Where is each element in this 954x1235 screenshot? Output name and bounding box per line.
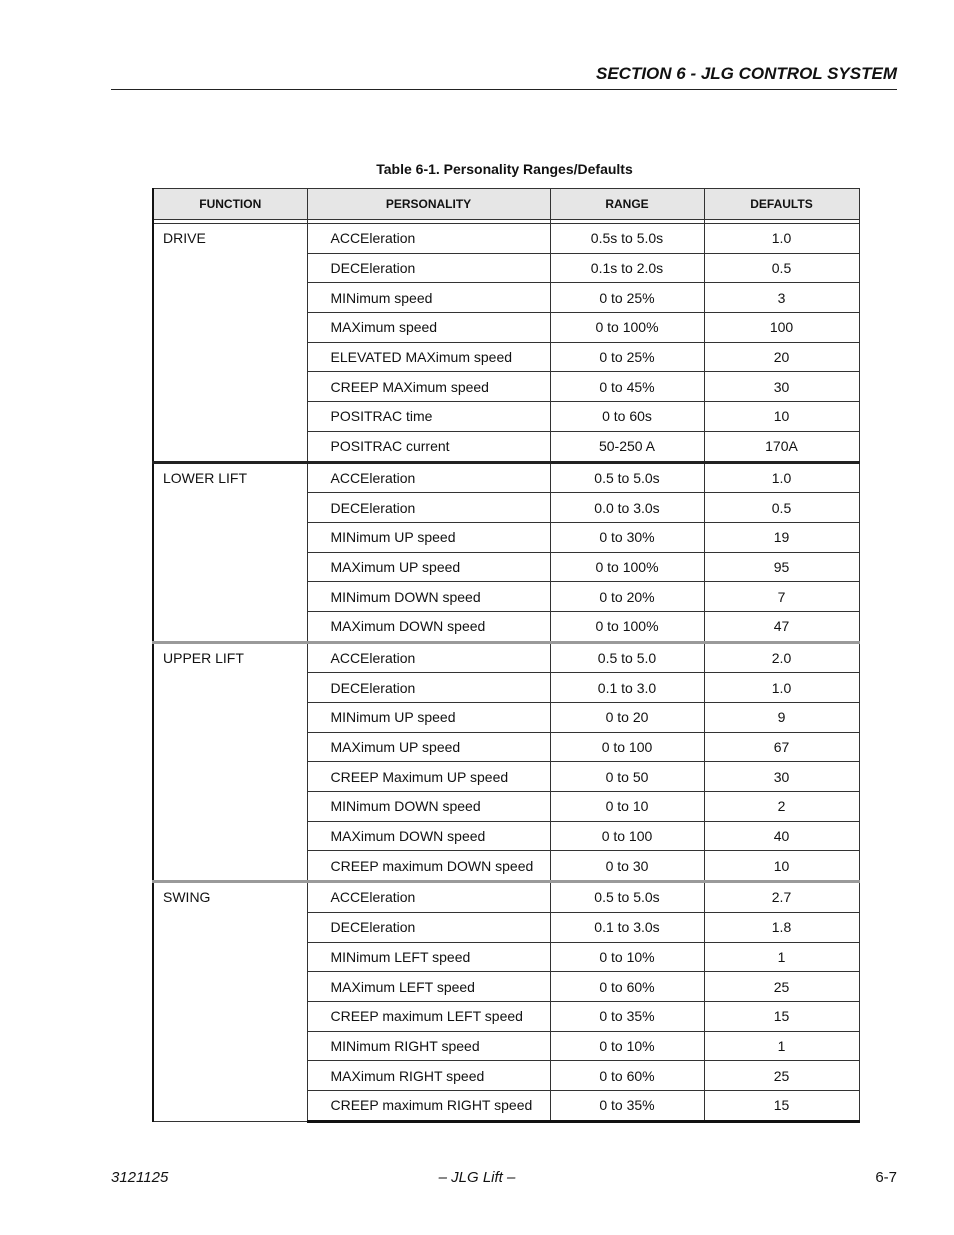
range-cell: 0 to 100 xyxy=(550,732,704,762)
range-cell: 0.5 to 5.0s xyxy=(550,882,704,913)
default-cell: 100 xyxy=(704,313,859,343)
personality-cell: MINimum LEFT speed xyxy=(307,942,550,972)
personality-cell: MINimum DOWN speed xyxy=(307,792,550,822)
personality-cell: MINimum DOWN speed xyxy=(307,582,550,612)
default-cell: 1 xyxy=(704,942,859,972)
personality-cell: MAXimum DOWN speed xyxy=(307,611,550,642)
default-cell: 67 xyxy=(704,732,859,762)
personality-cell: MAXimum RIGHT speed xyxy=(307,1061,550,1091)
default-cell: 47 xyxy=(704,611,859,642)
personality-cell: DECEleration xyxy=(307,912,550,942)
range-cell: 0.1s to 2.0s xyxy=(550,253,704,283)
default-cell: 2.0 xyxy=(704,642,859,673)
range-cell: 0 to 50 xyxy=(550,762,704,792)
section-title: SECTION 6 - JLG CONTROL SYSTEM xyxy=(596,64,897,83)
table-row xyxy=(153,462,859,493)
range-cell: 0 to 60% xyxy=(550,1061,704,1091)
personality-cell: DECEleration xyxy=(307,253,550,283)
default-cell: 9 xyxy=(704,703,859,733)
footer-title: – JLG Lift – xyxy=(438,1169,516,1186)
personality-cell: MINimum speed xyxy=(307,283,550,313)
table-row xyxy=(153,642,859,673)
default-cell: 2.7 xyxy=(704,882,859,913)
range-cell: 0.5 to 5.0s xyxy=(550,462,704,493)
default-cell: 10 xyxy=(704,851,859,882)
range-cell: 0 to 30 xyxy=(550,851,704,882)
table-caption: Table 6-1. Personality Ranges/Defaults xyxy=(376,161,633,177)
range-cell: 0 to 60% xyxy=(550,972,704,1002)
default-cell: 30 xyxy=(704,762,859,792)
range-cell: 0.1 to 3.0s xyxy=(550,912,704,942)
personality-cell: ACCEleration xyxy=(307,462,550,493)
personality-cell: ELEVATED MAXimum speed xyxy=(307,342,550,372)
page-number: 6-7 xyxy=(875,1169,897,1186)
range-cell: 0 to 20 xyxy=(550,703,704,733)
default-cell: 15 xyxy=(704,1090,859,1121)
range-cell: 0 to 100% xyxy=(550,313,704,343)
range-cell: 0 to 35% xyxy=(550,1090,704,1121)
column-header-range: RANGE xyxy=(550,189,704,220)
default-cell: 95 xyxy=(704,552,859,582)
column-header-personality: PERSONALITY xyxy=(307,189,550,220)
default-cell: 10 xyxy=(704,402,859,432)
range-cell: 0 to 10 xyxy=(550,792,704,822)
range-cell: 0 to 100% xyxy=(550,611,704,642)
personality-cell: MINimum UP speed xyxy=(307,522,550,552)
column-header-function: FUNCTION xyxy=(153,189,307,220)
personality-cell: CREEP maximum DOWN speed xyxy=(307,851,550,882)
document-number: 3121125 xyxy=(111,1169,169,1186)
range-cell: 0 to 100 xyxy=(550,821,704,851)
range-cell: 0 to 45% xyxy=(550,372,704,402)
range-cell: 0.1 to 3.0 xyxy=(550,673,704,703)
function-cell: DRIVE xyxy=(153,224,307,463)
function-cell: SWING xyxy=(153,882,307,1122)
personality-cell: MAXimum DOWN speed xyxy=(307,821,550,851)
range-cell: 0 to 60s xyxy=(550,402,704,432)
default-cell: 0.5 xyxy=(704,493,859,523)
personality-cell: CREEP MAXimum speed xyxy=(307,372,550,402)
personality-table xyxy=(152,188,860,1123)
table-row xyxy=(153,224,859,254)
personality-cell: MINimum RIGHT speed xyxy=(307,1031,550,1061)
default-cell: 1.8 xyxy=(704,912,859,942)
personality-cell: CREEP maximum LEFT speed xyxy=(307,1001,550,1031)
default-cell: 40 xyxy=(704,821,859,851)
table-row xyxy=(153,882,859,913)
range-cell: 0 to 20% xyxy=(550,582,704,612)
personality-cell: POSITRAC time xyxy=(307,402,550,432)
range-cell: 0.5s to 5.0s xyxy=(550,224,704,254)
personality-cell: MAXimum UP speed xyxy=(307,552,550,582)
range-cell: 0 to 30% xyxy=(550,522,704,552)
default-cell: 2 xyxy=(704,792,859,822)
range-cell: 0 to 100% xyxy=(550,552,704,582)
default-cell: 30 xyxy=(704,372,859,402)
table-header-row xyxy=(153,189,859,220)
personality-cell: ACCEleration xyxy=(307,882,550,913)
range-cell: 0.5 to 5.0 xyxy=(550,642,704,673)
column-header-defaults: DEFAULTS xyxy=(704,189,859,220)
personality-cell: ACCEleration xyxy=(307,642,550,673)
table-body xyxy=(153,224,859,1122)
default-cell: 1.0 xyxy=(704,462,859,493)
personality-cell: DECEleration xyxy=(307,493,550,523)
default-cell: 19 xyxy=(704,522,859,552)
personality-cell: MINimum UP speed xyxy=(307,703,550,733)
default-cell: 3 xyxy=(704,283,859,313)
personality-cell: ACCEleration xyxy=(307,224,550,254)
default-cell: 1 xyxy=(704,1031,859,1061)
range-cell: 0 to 10% xyxy=(550,1031,704,1061)
default-cell: 25 xyxy=(704,1061,859,1091)
range-cell: 0 to 25% xyxy=(550,283,704,313)
range-cell: 0 to 10% xyxy=(550,942,704,972)
default-cell: 25 xyxy=(704,972,859,1002)
default-cell: 0.5 xyxy=(704,253,859,283)
default-cell: 1.0 xyxy=(704,224,859,254)
function-cell: LOWER LIFT xyxy=(153,462,307,642)
personality-cell: POSITRAC current xyxy=(307,431,550,462)
default-cell: 20 xyxy=(704,342,859,372)
header-rule xyxy=(111,89,897,90)
range-cell: 0 to 25% xyxy=(550,342,704,372)
default-cell: 170A xyxy=(704,431,859,462)
personality-cell: DECEleration xyxy=(307,673,550,703)
default-cell: 15 xyxy=(704,1001,859,1031)
personality-cell: CREEP Maximum UP speed xyxy=(307,762,550,792)
range-cell: 0 to 35% xyxy=(550,1001,704,1031)
range-cell: 50-250 A xyxy=(550,431,704,462)
range-cell: 0.0 to 3.0s xyxy=(550,493,704,523)
personality-cell: CREEP maximum RIGHT speed xyxy=(307,1090,550,1121)
personality-cell: MAXimum LEFT speed xyxy=(307,972,550,1002)
function-cell: UPPER LIFT xyxy=(153,642,307,882)
default-cell: 7 xyxy=(704,582,859,612)
default-cell: 1.0 xyxy=(704,673,859,703)
personality-cell: MAXimum UP speed xyxy=(307,732,550,762)
personality-cell: MAXimum speed xyxy=(307,313,550,343)
